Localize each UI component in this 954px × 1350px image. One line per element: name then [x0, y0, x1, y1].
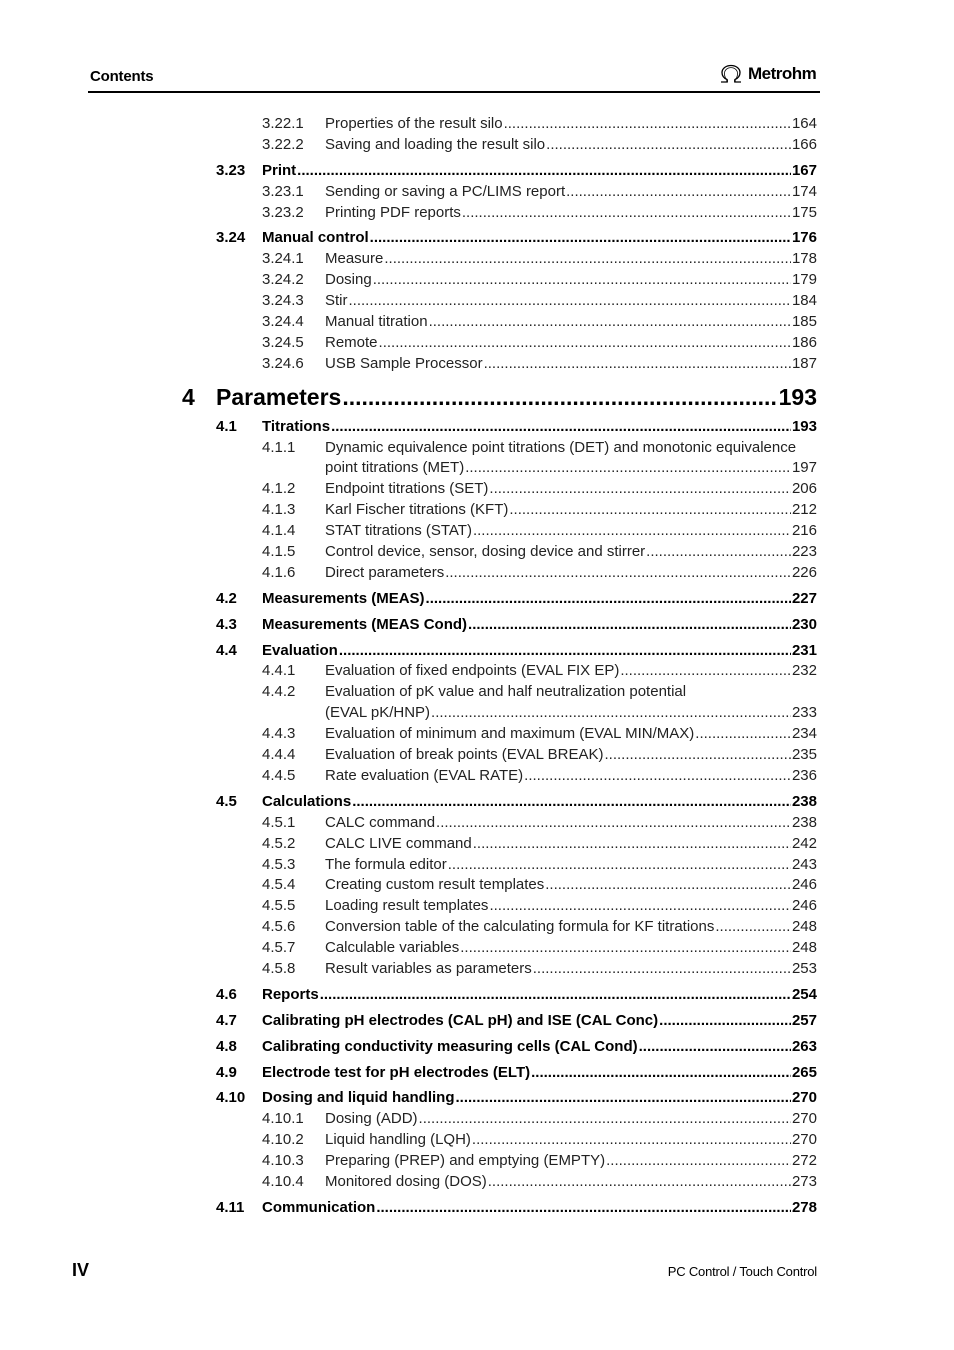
toc-entry-number: 3.23	[216, 161, 246, 179]
toc-entry-page: 270	[791, 1089, 817, 1107]
toc-entry-sec[interactable]	[0, 792, 954, 813]
toc-entry-number: 4.10.2	[262, 1131, 304, 1149]
toc-entry-number: 3.24.4	[262, 313, 304, 331]
toc-entry-title: Reports	[262, 985, 319, 1003]
toc-entry-title: Stir	[325, 292, 348, 310]
header-rule	[88, 91, 820, 93]
toc-entry-chap[interactable]	[0, 382, 954, 412]
toc-entry-sec[interactable]	[0, 641, 954, 662]
toc-entry-sec[interactable]	[0, 1088, 954, 1109]
leader-dots	[473, 834, 791, 855]
toc-entry-number: 4.1	[216, 417, 237, 435]
toc-entry-page: 238	[791, 792, 817, 810]
toc-entry-page: 175	[791, 203, 817, 221]
toc-entry-title: Conversion table of the calculating formula for KF titrations	[325, 918, 715, 936]
toc-entry-number: 3.24.3	[262, 292, 304, 310]
toc-entry-page: 231	[791, 641, 817, 659]
toc-entry-sub[interactable]	[0, 542, 954, 563]
toc-entry-sub[interactable]	[0, 182, 954, 203]
toc-entry-sub[interactable]	[0, 521, 954, 542]
toc-entry-page: 166	[791, 135, 817, 153]
toc-entry-title: Result variables as parameters	[325, 959, 532, 977]
leader-dots	[297, 161, 791, 182]
toc-entry-title: Measurements (MEAS Cond)	[262, 615, 468, 633]
product-name: PC Control / Touch Control	[667, 1264, 817, 1279]
toc-entry-number: 4.10	[216, 1089, 246, 1107]
toc-entry-number: 4.9	[216, 1063, 237, 1081]
leader-dots	[419, 1109, 791, 1130]
toc-entry-number: 4.11	[216, 1198, 245, 1216]
toc-entry-title: Printing PDF reports	[325, 203, 461, 221]
leader-dots	[331, 417, 791, 438]
toc-entry-sub[interactable]	[0, 875, 954, 896]
toc-entry-page: 216	[791, 522, 817, 540]
toc-entry-page: 197	[791, 459, 817, 477]
toc-entry-number: 4.5.5	[262, 897, 296, 915]
toc-entry-sub[interactable]	[0, 354, 954, 375]
logo-wordmark: Metrohm	[748, 64, 817, 83]
leader-dots	[531, 1063, 791, 1084]
toc-entry-number: 4.10.1	[262, 1110, 304, 1128]
toc-entry-number: 4.2	[216, 589, 237, 607]
toc-entry-title: Evaluation of fixed endpoints (EVAL FIX EP)	[325, 662, 620, 680]
metrohm-logo	[718, 64, 816, 84]
toc-entry-page: 233	[791, 704, 817, 722]
toc-entry-title: Communication	[262, 1198, 376, 1216]
toc-entry-page: 226	[791, 563, 817, 581]
toc-entry-sub[interactable]	[0, 834, 954, 855]
toc-entry-sec[interactable]	[0, 1011, 954, 1032]
leader-dots	[715, 917, 791, 938]
toc-entry-number: 4.4.4	[262, 746, 296, 764]
toc-entry-page: 178	[791, 250, 817, 268]
toc-entry-sub[interactable]	[0, 333, 954, 354]
toc-entry-title: Titrations	[262, 417, 331, 435]
toc-entry-page: 238	[791, 813, 817, 831]
toc-entry-sub[interactable]	[0, 479, 954, 500]
toc-entry-title: Dosing (ADD)	[325, 1110, 418, 1128]
toc-entry-page: 187	[791, 354, 817, 372]
toc-entry-sec[interactable]	[0, 161, 954, 182]
toc-entry-title: Evaluation of break points (EVAL BREAK)	[325, 746, 604, 764]
leader-dots	[455, 1088, 790, 1109]
toc-entry-continuation[interactable]	[0, 703, 954, 724]
toc-entry-sec[interactable]	[0, 1037, 954, 1058]
toc-entry-title: The formula editor	[325, 855, 447, 873]
toc-entry-sec[interactable]	[0, 228, 954, 249]
toc-entry-number: 4.5.1	[262, 813, 296, 831]
leader-dots	[462, 203, 791, 224]
toc-entry-sub[interactable]	[0, 682, 954, 703]
toc-entry-title: Remote	[325, 333, 378, 351]
toc-entry-number: 4.10.3	[262, 1152, 304, 1170]
leader-dots	[604, 745, 790, 766]
toc-entry-number: 4.5.2	[262, 834, 296, 852]
toc-entry-number: 4.5.8	[262, 959, 296, 977]
toc-entry-number: 4.3	[216, 615, 237, 633]
toc-entry-page: 278	[791, 1198, 817, 1216]
toc-entry-page: 223	[791, 543, 817, 561]
toc-entry-number: 4	[182, 383, 195, 410]
toc-entry-number: 3.22.1	[262, 115, 304, 132]
toc-entry-sub[interactable]	[0, 896, 954, 917]
toc-entry-page: 185	[791, 313, 817, 331]
toc-entry-sub[interactable]	[0, 270, 954, 291]
toc-entry-title: Sending or saving a PC/LIMS report	[325, 182, 566, 200]
toc-entry-page: 270	[791, 1110, 817, 1128]
toc-entry-page: 184	[791, 292, 817, 310]
toc-entry-page: 270	[791, 1131, 817, 1149]
toc-entry-sub[interactable]	[0, 438, 954, 459]
toc-entry-title: Calibrating conductivity measuring cells (CAL Cond)	[262, 1037, 638, 1055]
page-number: IV	[72, 1260, 90, 1280]
leader-dots	[379, 333, 791, 354]
toc-entry-sec[interactable]	[0, 615, 954, 636]
toc-entry-title: Print	[262, 161, 297, 179]
toc-entry-number: 4.4.5	[262, 766, 296, 784]
toc-entry-sub[interactable]	[0, 813, 954, 834]
table-of-contents	[0, 114, 954, 1219]
toc-entry-title: point titrations (MET)	[325, 459, 465, 477]
toc-entry-title: Rate evaluation (EVAL RATE)	[325, 766, 524, 784]
toc-entry-number: 4.5.7	[262, 939, 296, 957]
toc-entry-number: 3.24.6	[262, 354, 304, 372]
leader-dots	[465, 458, 791, 479]
leader-dots	[646, 542, 791, 563]
leader-dots	[342, 382, 777, 412]
toc-entry-sec[interactable]	[0, 1198, 954, 1219]
leader-dots	[472, 1130, 791, 1151]
toc-entry-page: 174	[791, 182, 817, 200]
leader-dots	[620, 661, 791, 682]
toc-entry-page: 186	[791, 333, 817, 351]
toc-entry-title: Calibrating pH electrodes (CAL pH) and ISE (CAL Conc)	[262, 1011, 659, 1029]
toc-entry-number: 3.23.2	[262, 203, 304, 221]
toc-entry-title: Calculable variables	[325, 939, 460, 957]
toc-entry-sub[interactable]	[0, 1130, 954, 1151]
running-header-title: Contents	[90, 68, 154, 85]
toc-entry-sub[interactable]	[0, 959, 954, 980]
toc-entry-title: Measure	[325, 250, 384, 268]
toc-entry-page: 193	[778, 383, 817, 410]
toc-entry-page: 227	[791, 589, 817, 607]
toc-entry-number: 3.24.5	[262, 333, 304, 351]
toc-entry-number: 4.1.3	[262, 501, 296, 519]
leader-dots	[448, 855, 791, 876]
toc-entry-number: 4.6	[216, 985, 237, 1003]
toc-entry-sub[interactable]	[0, 135, 954, 156]
toc-entry-title: (EVAL pK/HNP)	[325, 704, 431, 722]
toc-entry-page: 248	[791, 918, 817, 936]
leader-dots	[695, 724, 791, 745]
toc-entry-page: 193	[791, 417, 817, 435]
toc-entry-number: 3.23.1	[262, 182, 304, 200]
toc-entry-page: 234	[791, 725, 817, 743]
leader-dots	[504, 114, 791, 135]
toc-entry-page: 254	[791, 985, 817, 1003]
toc-entry-title: Control device, sensor, dosing device and stirrer	[325, 543, 646, 561]
toc-entry-sub[interactable]	[0, 917, 954, 938]
toc-entry-number: 3.22.2	[262, 135, 304, 153]
toc-entry-sub[interactable]	[0, 114, 954, 135]
leader-dots	[460, 938, 791, 959]
leader-dots	[484, 354, 791, 375]
toc-entry-page: 230	[791, 615, 817, 633]
toc-entry-page: 248	[791, 939, 817, 957]
leader-dots	[606, 1151, 791, 1172]
toc-entry-number: 4.1.6	[262, 563, 296, 581]
toc-entry-number: 3.24.1	[262, 250, 304, 268]
leader-dots	[509, 500, 791, 521]
leader-dots	[546, 135, 791, 156]
leader-dots	[320, 985, 791, 1006]
metrohm-omega-icon	[718, 64, 744, 84]
leader-dots	[384, 249, 791, 270]
toc-entry-sub[interactable]	[0, 766, 954, 787]
toc-entry-page: 263	[791, 1037, 817, 1055]
toc-entry-title: Liquid handling (LQH)	[325, 1131, 471, 1149]
toc-entry-title: Dosing	[325, 271, 372, 289]
toc-entry-title: STAT titrations (STAT)	[325, 522, 472, 540]
leader-dots	[349, 291, 791, 312]
toc-entry-title: Creating custom result templates	[325, 876, 545, 894]
toc-entry-title: Manual titration	[325, 313, 428, 331]
toc-entry-number: 4.10.4	[262, 1172, 304, 1190]
toc-entry-sec[interactable]	[0, 589, 954, 610]
leader-dots	[436, 813, 791, 834]
leader-dots	[468, 615, 791, 636]
toc-entry-sub[interactable]	[0, 291, 954, 312]
toc-entry-page: 235	[791, 746, 817, 764]
toc-entry-title: Saving and loading the result silo	[325, 135, 546, 153]
toc-entry-title: USB Sample Processor	[325, 354, 483, 372]
leader-dots	[431, 703, 791, 724]
toc-entry-sub[interactable]	[0, 203, 954, 224]
toc-entry-number: 4.5	[216, 792, 237, 810]
toc-entry-page: 242	[791, 834, 817, 852]
toc-entry-page: 253	[791, 959, 817, 977]
toc-entry-title: Dynamic equivalence point titrations (DET) and monotonic equivalence	[325, 438, 797, 456]
leader-dots	[639, 1037, 791, 1058]
toc-entry-sub[interactable]	[0, 1109, 954, 1130]
toc-entry-title: Parameters	[216, 383, 342, 410]
toc-entry-title: Dosing and liquid handling	[262, 1089, 455, 1107]
toc-entry-title: Endpoint titrations (SET)	[325, 480, 489, 498]
leader-dots	[429, 312, 791, 333]
toc-entry-number: 4.5.6	[262, 918, 296, 936]
toc-entry-sub[interactable]	[0, 745, 954, 766]
toc-entry-sub[interactable]	[0, 312, 954, 333]
toc-entry-page: 206	[791, 480, 817, 498]
toc-entry-page: 212	[791, 501, 817, 519]
toc-entry-title: CALC LIVE command	[325, 834, 472, 852]
toc-entry-number: 4.4.1	[262, 662, 296, 680]
toc-entry-title: Monitored dosing (DOS)	[325, 1172, 487, 1190]
toc-entry-number: 4.1.5	[262, 543, 296, 561]
toc-entry-sub[interactable]	[0, 1172, 954, 1193]
leader-dots	[376, 1198, 791, 1219]
toc-entry-number: 4.7	[216, 1011, 237, 1029]
toc-entry-title: Electrode test for pH electrodes (ELT)	[262, 1063, 531, 1081]
toc-entry-sec[interactable]	[0, 417, 954, 438]
toc-entry-sub[interactable]	[0, 855, 954, 876]
toc-entry-page: 246	[791, 876, 817, 894]
toc-entry-sub[interactable]	[0, 938, 954, 959]
toc-entry-title: Evaluation of minimum and maximum (EVAL MIN/MAX)	[325, 725, 695, 743]
leader-dots	[352, 792, 791, 813]
toc-entry-title: Evaluation	[262, 641, 338, 659]
toc-entry-page: 243	[791, 855, 817, 873]
toc-entry-sub[interactable]	[0, 724, 954, 745]
toc-entry-page: 167	[791, 161, 817, 179]
toc-entry-sub[interactable]	[0, 500, 954, 521]
leader-dots	[473, 521, 791, 542]
toc-entry-page: 257	[791, 1011, 817, 1029]
toc-entry-page: 232	[791, 662, 817, 680]
leader-dots	[488, 1172, 791, 1193]
toc-entry-number: 4.1.1	[262, 438, 296, 456]
toc-entry-title: Manual control	[262, 229, 369, 247]
toc-entry-title: Loading result templates	[325, 897, 489, 915]
leader-dots	[489, 896, 791, 917]
toc-entry-continuation[interactable]	[0, 458, 954, 479]
leader-dots	[426, 589, 791, 610]
leader-dots	[533, 959, 791, 980]
toc-entry-page: 176	[791, 229, 817, 247]
toc-entry-number: 4.4	[216, 641, 237, 659]
toc-entry-sub[interactable]	[0, 1151, 954, 1172]
toc-entry-number: 4.1.4	[262, 522, 296, 540]
toc-entry-title: CALC command	[325, 813, 436, 831]
toc-entry-title: Properties of the result silo	[325, 115, 503, 132]
toc-entry-page: 236	[791, 766, 817, 784]
toc-entry-number: 4.5.3	[262, 855, 296, 873]
toc-entry-sec[interactable]	[0, 1063, 954, 1084]
toc-entry-sub[interactable]	[0, 249, 954, 270]
toc-entry-number: 4.4.3	[262, 725, 296, 743]
toc-entry-number: 3.24.2	[262, 271, 304, 289]
toc-entry-page: 246	[791, 897, 817, 915]
leader-dots	[659, 1011, 791, 1032]
toc-entry-number: 4.5.4	[262, 876, 296, 894]
toc-entry-number: 4.8	[216, 1037, 237, 1055]
toc-entry-page: 272	[791, 1152, 817, 1170]
toc-entry-title: Evaluation of pK value and half neutralization potential	[325, 683, 687, 701]
toc-entry-number: 4.1.2	[262, 480, 296, 498]
leader-dots	[373, 270, 791, 291]
leader-dots	[370, 228, 791, 249]
toc-entry-title: Direct parameters	[325, 563, 445, 581]
toc-entry-sub[interactable]	[0, 563, 954, 584]
toc-entry-page: 273	[791, 1172, 817, 1190]
leader-dots	[545, 875, 791, 896]
toc-entry-sub[interactable]	[0, 661, 954, 682]
toc-entry-title: Karl Fischer titrations (KFT)	[325, 501, 509, 519]
toc-entry-title: Preparing (PREP) and emptying (EMPTY)	[325, 1152, 606, 1170]
toc-entry-page: 179	[791, 271, 817, 289]
toc-entry-number: 4.4.2	[262, 683, 296, 701]
toc-entry-sec[interactable]	[0, 985, 954, 1006]
toc-entry-page: 164	[791, 115, 817, 132]
toc-entry-title: Measurements (MEAS)	[262, 589, 425, 607]
toc-entry-page: 265	[791, 1063, 817, 1081]
leader-dots	[339, 641, 791, 662]
leader-dots	[566, 182, 791, 203]
leader-dots	[445, 563, 791, 584]
toc-entry-number: 3.24	[216, 229, 246, 247]
toc-entry-title: Calculations	[262, 792, 352, 810]
leader-dots	[524, 766, 791, 787]
leader-dots	[489, 479, 791, 500]
